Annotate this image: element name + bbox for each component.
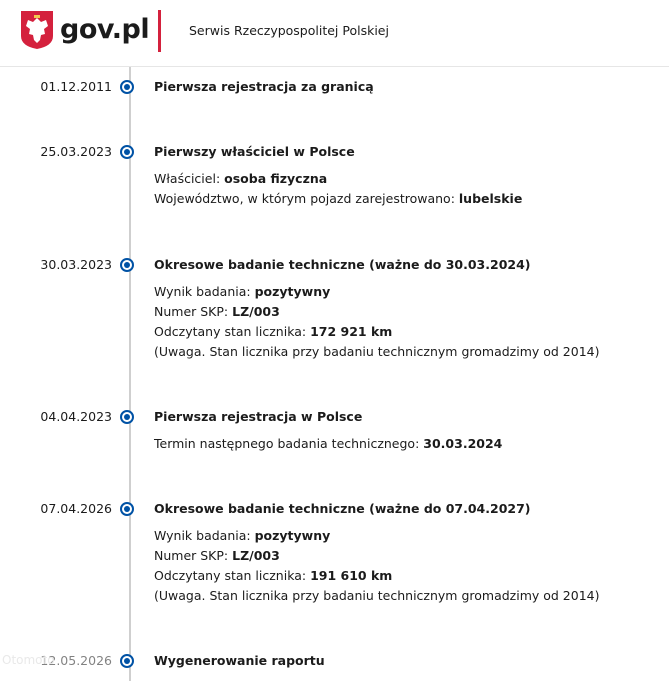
- next-inspection-label: Termin następnego badania technicznego:: [154, 436, 424, 451]
- event-date: 30.03.2023: [40, 257, 112, 272]
- site-header: [0, 0, 669, 67]
- result-row: [154, 526, 599, 546]
- result-value: pozytywny: [254, 284, 331, 299]
- owner-label: Właściciel:: [154, 171, 225, 186]
- event-title: Pierwsza rejestracja za granicą: [154, 79, 374, 94]
- event-date: 07.04.2026: [40, 501, 112, 516]
- timeline-dot-icon: [120, 80, 134, 94]
- odometer-note: (Uwaga. Stan licznika przy badaniu technicznym gromadzimy od 2014): [154, 588, 600, 603]
- event-date: 04.04.2023: [40, 409, 112, 424]
- event-details: [154, 434, 502, 454]
- timeline-line: [129, 67, 131, 681]
- odometer-label: Odczytany stan licznika:: [154, 568, 311, 583]
- odometer-label: Odczytany stan licznika:: [154, 324, 311, 339]
- skp-label: Numer SKP:: [154, 548, 233, 563]
- event-date: 25.03.2023: [40, 144, 112, 159]
- skp-label: Numer SKP:: [154, 304, 233, 319]
- result-label: Wynik badania:: [154, 528, 255, 543]
- voivodeship-label: Województwo, w którym pojazd zarejestrowano:: [154, 191, 459, 206]
- next-inspection-row: [154, 434, 502, 454]
- odometer-row: [154, 322, 599, 342]
- timeline-dot-icon: [120, 145, 134, 159]
- voivodeship-value: lubelskie: [458, 191, 523, 206]
- event-title: Pierwszy właściciel w Polsce: [154, 144, 355, 159]
- event-details: [154, 169, 522, 209]
- event-date: 12.05.2026: [40, 653, 112, 668]
- timeline-dot-icon: [120, 502, 134, 516]
- skp-row: [154, 302, 599, 322]
- header-divider: [158, 10, 161, 52]
- odometer-row: [154, 566, 599, 586]
- skp-value: LZ/003: [232, 548, 280, 563]
- next-inspection-value: 30.03.2024: [423, 436, 503, 451]
- timeline-dot-icon: [120, 654, 134, 668]
- event-details: [154, 282, 599, 362]
- result-value: pozytywny: [254, 528, 331, 543]
- timeline-dot-icon: [120, 258, 134, 272]
- odometer-note: (Uwaga. Stan licznika przy badaniu technicznym gromadzimy od 2014): [154, 344, 600, 359]
- watermark: Otomoto: [2, 653, 55, 667]
- odometer-value: 191 610 km: [310, 568, 393, 583]
- voivodeship-row: [154, 189, 522, 209]
- skp-value: LZ/003: [232, 304, 280, 319]
- result-label: Wynik badania:: [154, 284, 255, 299]
- timeline-dot-icon: [120, 410, 134, 424]
- gov-pl-logo[interactable]: gov.pl: [60, 14, 150, 45]
- event-title: Okresowe badanie techniczne (ważne do 30.03.2024): [154, 257, 531, 272]
- owner-row: [154, 169, 522, 189]
- service-name: Serwis Rzeczypospolitej Polskiej: [189, 23, 389, 38]
- event-title: Pierwsza rejestracja w Polsce: [154, 409, 363, 424]
- event-date: 01.12.2011: [40, 79, 112, 94]
- skp-row: [154, 546, 599, 566]
- event-title: Wygenerowanie raportu: [154, 653, 325, 668]
- event-details: [154, 526, 599, 606]
- event-title: Okresowe badanie techniczne (ważne do 07.04.2027): [154, 501, 531, 516]
- owner-value: osoba fizyczna: [224, 171, 328, 186]
- result-row: [154, 282, 599, 302]
- odometer-value: 172 921 km: [310, 324, 393, 339]
- polish-eagle-icon[interactable]: [20, 10, 54, 50]
